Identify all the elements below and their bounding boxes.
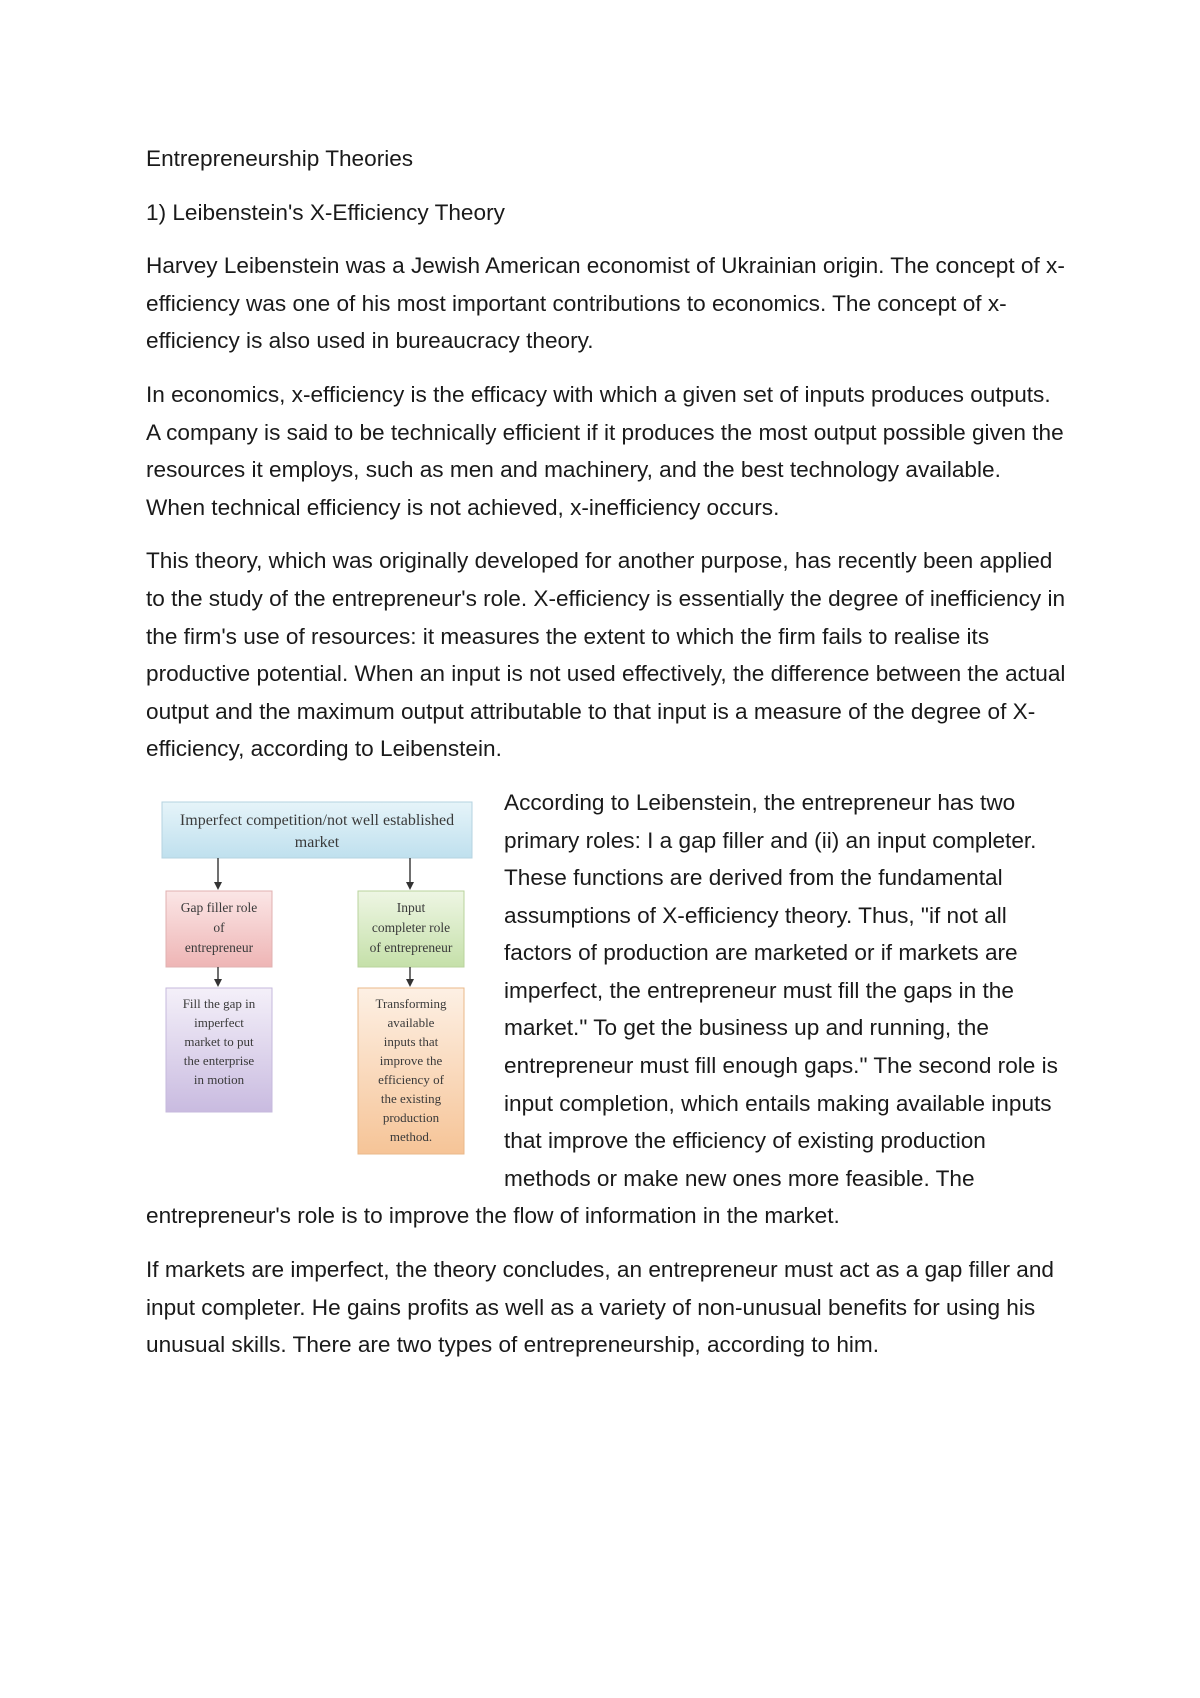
transforming-line3: inputs that xyxy=(383,1033,439,1049)
transforming-line2: available xyxy=(387,1014,435,1030)
arrowhead-top-left xyxy=(214,882,222,890)
paragraph-4: According to Leibenstein, the entrepreneur has two primary roles: I a gap filler and (ii) an input completer. These functions are derived from the fundamental assumptions of X-efficiency theory. Thus, "if not all factors of production are marketed or if markets are imperfect, the entrepreneur must fill the gaps in the market." To get the business up and running, the entrepreneur must fill enough gaps." The second role is input completion, which entails making available inputs that improve the efficiency of existing production methods or make new ones more feasible. The entrepreneur's role is to improve the flow of information in the market. xyxy=(146,789,1058,1229)
diagram-top-line1: Imperfect competition/not well established xyxy=(179,811,455,829)
diagram-top-line2: market xyxy=(294,833,340,851)
paragraph-2: In economics, x-efficiency is the efficacy with which a given set of inputs produces outputs. A company is said to be technically efficient if it produces the most output possible given the resources it employs, such as men and machinery, and the best technology available. When technical efficiency is not achieved, x-inefficiency occurs. xyxy=(146,381,1064,520)
gap-filler-line1: Gap filler role xyxy=(180,899,258,915)
paragraph-5: If markets are imperfect, the theory concludes, an entrepreneur must act as a gap filler and input completer. He gains profits as well as a variety of non-unusual benefits for using his unusual skills. There are two types of entrepreneurship, according to him. xyxy=(146,1257,1054,1358)
transforming-line7: production xyxy=(382,1109,440,1125)
fill-gap-line1: Fill the gap in xyxy=(182,995,256,1011)
fill-gap-line3: market to put xyxy=(184,1033,254,1049)
arrowhead-mid-right xyxy=(406,979,414,987)
fill-gap-line5: in motion xyxy=(193,1071,245,1087)
paragraph-3: This theory, which was originally developed for another purpose, has recently been applied to the study of the entrepreneur's role. X-efficiency is essentially the degree of inefficiency in the firm's use of resources: it measures the extent to which the firm fails to realise its productive potential. When an input is not used effectively, the difference between the actual output and the maximum output attributable to that input is a measure of the degree of X-efficiency, according to Leibenstein. xyxy=(146,548,1066,762)
gap-filler-line2: of xyxy=(213,919,225,935)
fill-gap-line2: imperfect xyxy=(194,1014,244,1030)
arrowhead-top-right xyxy=(406,882,414,890)
section-heading: 1) Leibenstein's X-Efficiency Theory xyxy=(146,199,505,225)
transforming-line6: the existing xyxy=(380,1090,442,1106)
input-completer-line1: Input xyxy=(396,899,426,915)
input-completer-line3: of entrepreneur xyxy=(369,939,453,955)
document-page xyxy=(146,140,1066,1380)
input-completer-line2: completer role xyxy=(371,919,451,935)
transforming-line1: Transforming xyxy=(375,995,447,1011)
paragraph-1: Harvey Leibenstein was a Jewish American economist of Ukrainian origin. The concept of x-efficiency was one of his most important contributions to economics. The concept of x-efficiency is also used in bureaucracy theory. xyxy=(146,253,1065,354)
transforming-line4: improve the xyxy=(379,1052,443,1068)
transforming-line5: efficiency of xyxy=(378,1071,444,1087)
gap-filler-line3: entrepreneur xyxy=(184,939,254,955)
arrowhead-mid-left xyxy=(214,979,222,987)
fill-gap-line4: the enterprise xyxy=(183,1052,255,1068)
document-title: Entrepreneurship Theories xyxy=(146,146,414,171)
x-efficiency-diagram xyxy=(156,798,476,1158)
transforming-line8: method. xyxy=(389,1128,433,1144)
diagram-svg xyxy=(156,798,476,1158)
